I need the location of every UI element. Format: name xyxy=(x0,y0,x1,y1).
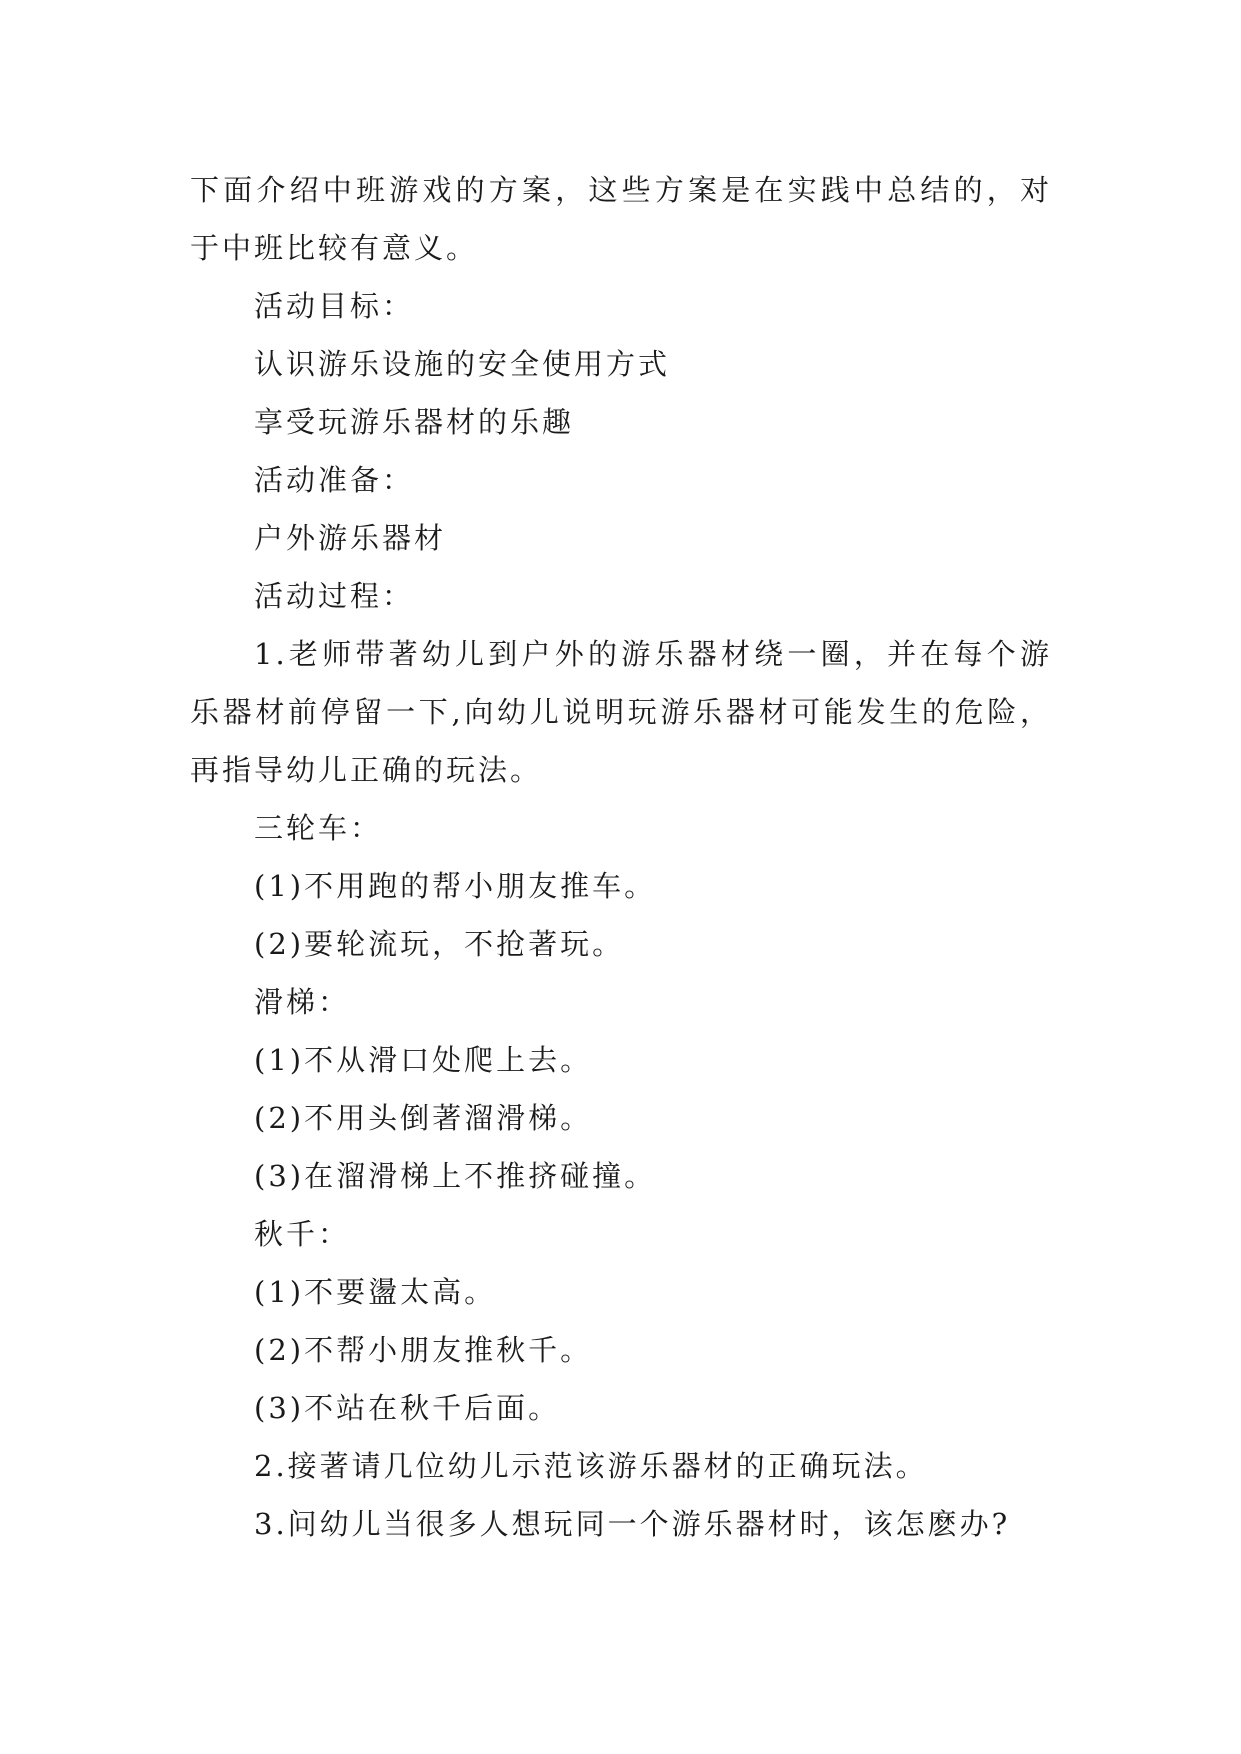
list-item: (1)不要盪太高。 xyxy=(254,1275,497,1309)
document-body xyxy=(190,161,1052,1553)
list-item: (1)不从滑口处爬上去。 xyxy=(254,1043,593,1077)
paragraph-line: 2.接著请几位幼儿示范该游乐器材的正确玩法。 xyxy=(254,1449,928,1483)
paragraph-line: 于中班比较有意义。 xyxy=(190,231,479,265)
list-item: (2)不用头倒著溜滑梯。 xyxy=(254,1101,593,1135)
list-item: (2)要轮流玩，不抢著玩。 xyxy=(254,927,625,961)
paragraph-line: 1.老师带著幼儿到户外的游乐器材绕一圈，并在每个游 xyxy=(254,637,1052,671)
list-item: 认识游乐设施的安全使用方式 xyxy=(254,347,671,381)
list-item: (1)不用跑的帮小朋友推车。 xyxy=(254,869,657,903)
paragraph-line: 3.问幼儿当很多人想玩同一个游乐器材时，该怎麽办? xyxy=(254,1507,1011,1541)
list-item: 享受玩游乐器材的乐趣 xyxy=(254,405,575,439)
list-item: (3)不站在秋千后面。 xyxy=(254,1391,561,1425)
section-heading: 活动目标： xyxy=(254,289,415,323)
list-item: (2)不帮小朋友推秋千。 xyxy=(254,1333,593,1367)
section-heading: 秋千： xyxy=(254,1217,351,1251)
list-item: 户外游乐器材 xyxy=(254,521,447,555)
section-heading: 三轮车： xyxy=(254,811,383,845)
list-item: (3)在溜滑梯上不推挤碰撞。 xyxy=(254,1159,657,1193)
paragraph-line: 乐器材前停留一下,向幼儿说明玩游乐器材可能发生的危险， xyxy=(190,695,1052,729)
section-heading: 滑梯： xyxy=(254,985,351,1019)
paragraph-line: 再指导幼儿正确的玩法。 xyxy=(190,753,543,787)
section-heading: 活动准备： xyxy=(254,463,415,497)
section-heading: 活动过程： xyxy=(254,579,415,613)
paragraph-line: 下面介绍中班游戏的方案，这些方案是在实践中总结的，对 xyxy=(190,173,1052,207)
